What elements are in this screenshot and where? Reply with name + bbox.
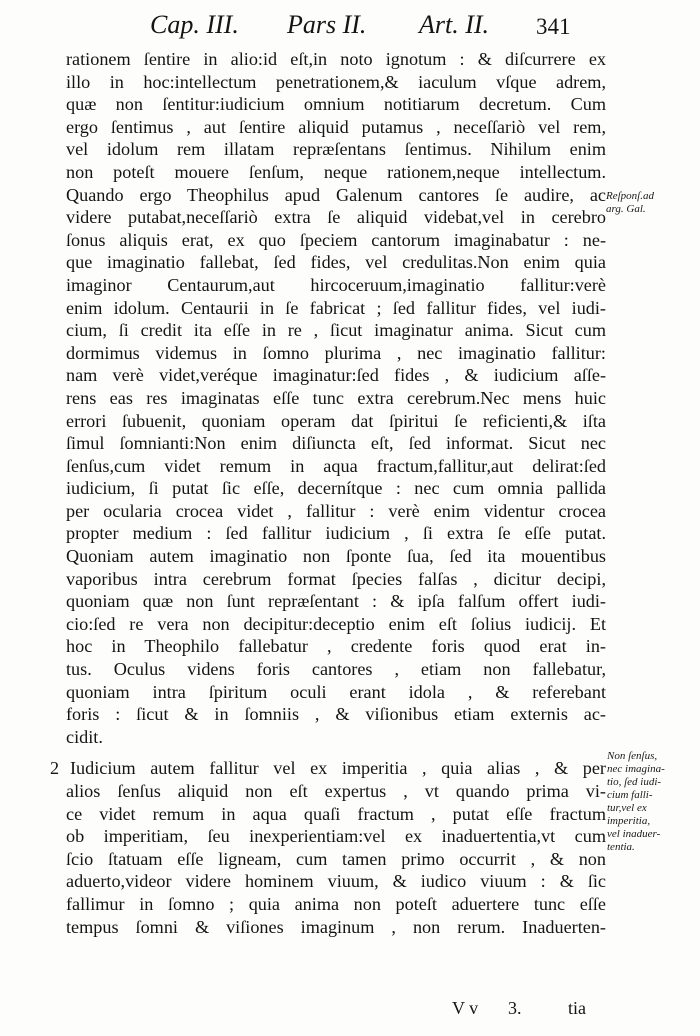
text-line: tus. Oculus videns foris cantores , etiam non fallebatur, xyxy=(66,659,606,680)
article-heading: Art. II. xyxy=(419,10,490,39)
text-line: Quando ergo Theophilus apud Galenum cantores ſe audire, ac xyxy=(66,184,606,205)
text-line: cium, ſi credit ita eſſe in re , ſicut imaginatur anima. Sicut cum xyxy=(66,320,606,341)
running-head xyxy=(150,6,590,44)
margin-note-line: imperitia, xyxy=(607,815,651,827)
text-line: errori ſubuenit, quoniam operam dat ſpiritui ſe reficienti,& iſta xyxy=(66,410,606,431)
text-line: vel idolum rem illatam repræſentans ſentimus. Nihilum enim xyxy=(66,139,606,160)
text-line: quoniam quæ non ſunt repræſentant : & ipſa falſum offert iudi- xyxy=(66,591,606,612)
main-text-block xyxy=(50,48,606,938)
text-line: per ocularia crocea videt , fallitur : verè enim videntur crocea xyxy=(66,500,606,521)
text-line: Iudicium autem fallitur vel ex imperitia , quia alias , & per xyxy=(70,758,606,779)
page-footer xyxy=(436,998,596,1024)
margin-note-judgment xyxy=(607,750,665,854)
text-line: tempus ſomni & viſiones imaginum , non rerum. Inaduerten- xyxy=(66,916,606,937)
text-line: ſcio ſtatuam eſſe ligneam, cum tamen primo occurrit , & non xyxy=(66,848,606,869)
text-line: dormimus videmus in ſomno plurima , nec imaginatio fallitur: xyxy=(66,342,606,363)
text-line: alios ſenſus aliquid non eſt expertus , vt quando prima vi- xyxy=(66,781,606,801)
text-line: hoc in Theophilo fallebatur , credente foris quod erat in- xyxy=(66,636,606,657)
catchword: tia xyxy=(568,998,586,1018)
text-line: ſenſus,cum videt remum in aqua fractum,fallitur,aut delirat:ſed xyxy=(66,455,606,476)
page-number: 341 xyxy=(536,14,571,39)
text-line: quæ non ſentitur:iudicium omnium notitiarum decretum. Cum xyxy=(66,94,606,115)
paragraph-2-first-line xyxy=(50,757,606,780)
signature-number: 3. xyxy=(508,998,522,1018)
text-line: imaginor Centaurum,aut hircoceruum,imaginatio fallitur:verè xyxy=(66,274,606,295)
text-line: foris : ſicut & in ſomniis , & viſionibus etiam externis ac- xyxy=(66,704,606,725)
text-line: iudicium, ſi putat ſic eſſe, decernítque : nec cum omnia pallida xyxy=(66,478,606,499)
margin-note-line: vel inaduer- xyxy=(607,828,661,840)
text-line: ſonus aliquis erat, ex quo ſpeciem cantorum imaginabatur : ne- xyxy=(66,229,606,250)
text-line: rationem ſentire in alio:id eſt,in noto ignotum : & diſcurrere ex xyxy=(66,49,606,69)
text-line: illo in hoc:intellectum penetrationem,& iaculum vſque adrem, xyxy=(66,71,606,92)
margin-note-line: tentia. xyxy=(607,841,635,853)
text-line: enim idolum. Centaurii in ſe fabricat ; ſed fallitur fides, vel iudi- xyxy=(66,297,606,318)
text-line: rens eas res imaginatas eſſe tunc extra cerebrum.Nec mens huic xyxy=(66,387,606,408)
text-line: Quoniam autem imaginatio non ſponte ſua, ſed ita mouentibus xyxy=(66,546,606,567)
text-line: quoniam intra ſpiritum oculi erant idola , & referebant xyxy=(66,681,606,702)
part-heading: Pars II. xyxy=(287,10,367,39)
text-line: non poteſt mouere ſenſum, neque rationem,neque intellectum. xyxy=(66,161,606,182)
text-line: ergo ſentimus , aut ſentire aliquid putamus , neceſſariò vel rem, xyxy=(66,116,606,137)
margin-note-line: nec imagina- xyxy=(607,763,665,775)
signature-mark: V v xyxy=(452,998,479,1018)
margin-note-line: cium falli- xyxy=(607,789,653,801)
text-line: ſimul ſomnianti:Non enim diſiuncta eſt, ſed informat. Sicut nec xyxy=(66,433,606,454)
text-line: cio:ſed re vera non decipitur:deceptio enim eſt ſolius iudicij. Et xyxy=(66,613,606,634)
chapter-heading: Cap. III. xyxy=(150,10,239,39)
margin-note-response xyxy=(606,190,654,216)
text-line: aduerto,videor videre hominem viuum, & iudico viuum : & ſic xyxy=(66,871,606,892)
text-line: fallimur in ſomno ; quia anima non poteſt aduertere tunc eſſe xyxy=(66,893,606,914)
text-line: vaporibus intra cerebrum format ſpecies falſas , dicitur decipi, xyxy=(66,568,606,589)
text-line: videre putabat,neceſſariò extra ſe aliquid videbat,vel in cerebro xyxy=(66,207,606,228)
text-line: que imaginatio fallebat, ſed fides, vel credulitas.Non enim quia xyxy=(66,252,606,273)
margin-note-line: Reſponſ.ad xyxy=(606,190,654,202)
margin-note-line: Non ſenſus, xyxy=(607,750,658,762)
text-line: ob imperitiam, ſeu inexperientiam:vel ex inaduertentia,vt cum xyxy=(66,826,606,847)
text-line: cidit. xyxy=(66,726,103,747)
text-line: ce videt remum in aqua quaſi fractum , putat eſſe fractum xyxy=(66,803,606,824)
text-line: nam verè videt,veréque imaginatur:ſed fides , & iudicium aſſe- xyxy=(66,365,606,386)
text-line: propter medium : ſed fallitur iudicium , ſi extra ſe eſſe putat. xyxy=(66,523,606,544)
paragraph-number: 2 xyxy=(50,758,60,779)
margin-note-line: arg. Gal. xyxy=(606,203,646,215)
margin-note-line: tio, ſed iudi- xyxy=(607,776,662,788)
margin-note-line: tur,vel ex xyxy=(607,802,647,814)
